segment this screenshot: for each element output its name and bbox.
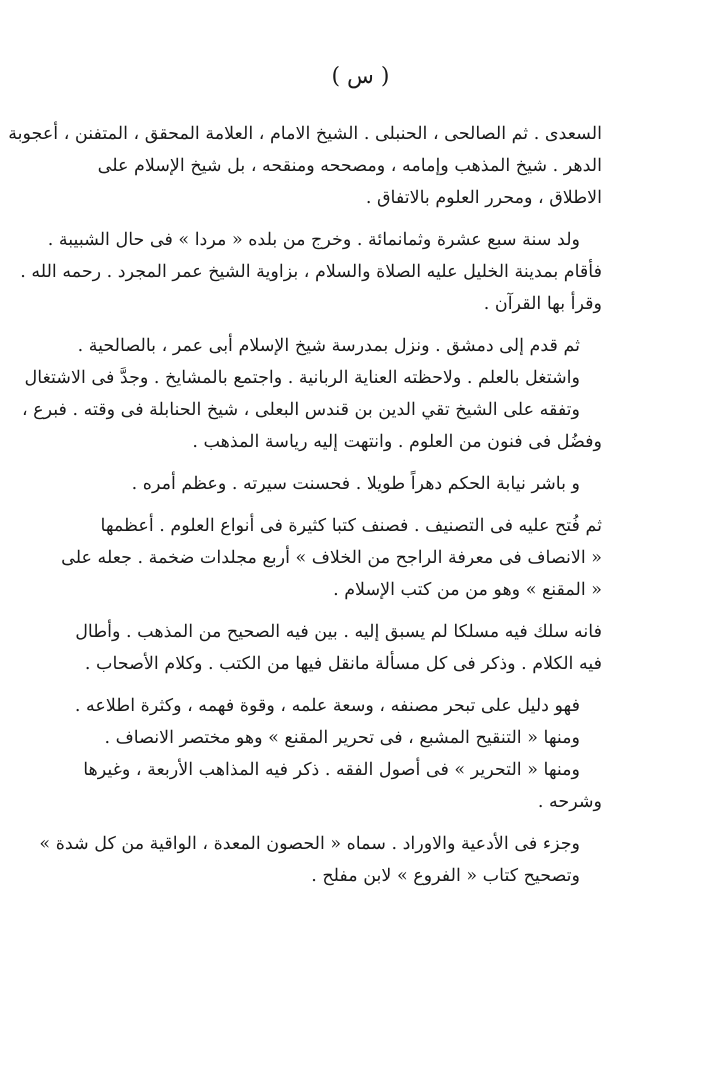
paragraph-gap <box>128 680 602 690</box>
paragraph-gap <box>128 320 602 330</box>
text-line: فيه الكلام . وذكر فى كل مسألة مانقل فيها من الكتب . وكلام الأصحاب . <box>84 654 602 674</box>
text-line: فأقام بمدينة الخليل عليه الصلاة والسلام ، بزاوية الشيخ عمر المجرد . رحمه الله . <box>20 262 602 282</box>
paragraph <box>20 224 602 320</box>
paragraph <box>21 330 602 458</box>
text-line: ثم فُتح عليه فى التصنيف . فصنف كتبا كثيرة فى أنواع العلوم . أعظمها <box>100 516 602 536</box>
text-line: وفضُل فى فنون من العلوم . وانتهت إليه رياسة المذهب . <box>192 432 602 452</box>
paragraph <box>74 690 602 818</box>
text-line: ومنها « التحرير » فى أصول الفقه . ذكر فيه المذاهب الأربعة ، وغيرها <box>83 760 580 780</box>
body-text <box>8 118 602 892</box>
text-line: ولد سنة سبع عشرة وثمانمائة . وخرج من بلده « مردا » فى حال الشبيبة . <box>47 230 580 250</box>
text-line: الدهر . شيخ المذهب وإمامه ، ومصححه ومنقحه ، بل شيخ الإسلام على <box>97 156 602 176</box>
page-number: ( س ) <box>331 64 390 89</box>
paragraph <box>61 510 602 606</box>
paragraph <box>75 616 602 680</box>
paragraph <box>128 468 602 500</box>
text-line: وجزء فى الأدعية والاوراد . سماه « الحصون المعدة ، الواقية من كل شدة » <box>39 834 580 854</box>
text-line: فهو دليل على تبحر مصنفه ، وسعة علمه ، وقوة فهمه ، وكثرة اطلاعه . <box>74 696 580 716</box>
text-line: واشتغل بالعلم . ولاحظته العناية الربانية . واجتمع بالمشايخ . وجدَّ فى الاشتغال <box>24 368 580 388</box>
paragraph-gap <box>128 214 602 224</box>
text-line: فانه سلك فيه مسلكا لم يسبق إليه . بين فيه الصحيح من المذهب . وأطال <box>75 622 602 642</box>
paragraph <box>8 118 602 214</box>
text-line: وتفقه على الشيخ تقي الدين بن قندس البعلى ، شيخ الحنابلة فى وقته . فبرع ، <box>21 400 580 420</box>
text-line: ثم قدم إلى دمشق . ونزل بمدرسة شيخ الإسلام أبى عمر ، بالصالحية . <box>77 336 580 356</box>
paragraph-gap <box>128 818 602 828</box>
paragraph <box>39 828 602 892</box>
paragraph-gap <box>128 500 602 510</box>
text-line: السعدى . ثم الصالحى ، الحنبلى . الشيخ الامام ، العلامة المحقق ، المتفنن ، أعجوبة <box>8 124 602 144</box>
text-line: وشرحه . <box>537 792 602 812</box>
text-line: وتصحيح كتاب « الفروع » لابن مفلح . <box>311 866 580 886</box>
text-line: وقرأ بها القرآن . <box>483 294 602 314</box>
text-line: « المقنع » وهو من من كتب الإسلام . <box>333 580 602 600</box>
text-line: « الانصاف فى معرفة الراجح من الخلاف » أربع مجلدات ضخمة . جعله على <box>61 548 602 568</box>
text-line: و باشر نيابة الحكم دهراً طويلا . فحسنت سيرته . وعظم أمره . <box>131 474 580 494</box>
paragraph-gap <box>128 458 602 468</box>
text-line: ومنها « التنقيح المشبع ، فى تحرير المقنع » وهو مختصر الانصاف . <box>104 728 580 748</box>
paragraph-gap <box>128 606 602 616</box>
text-line: الاطلاق ، ومحرر العلوم بالاتفاق . <box>365 188 602 208</box>
